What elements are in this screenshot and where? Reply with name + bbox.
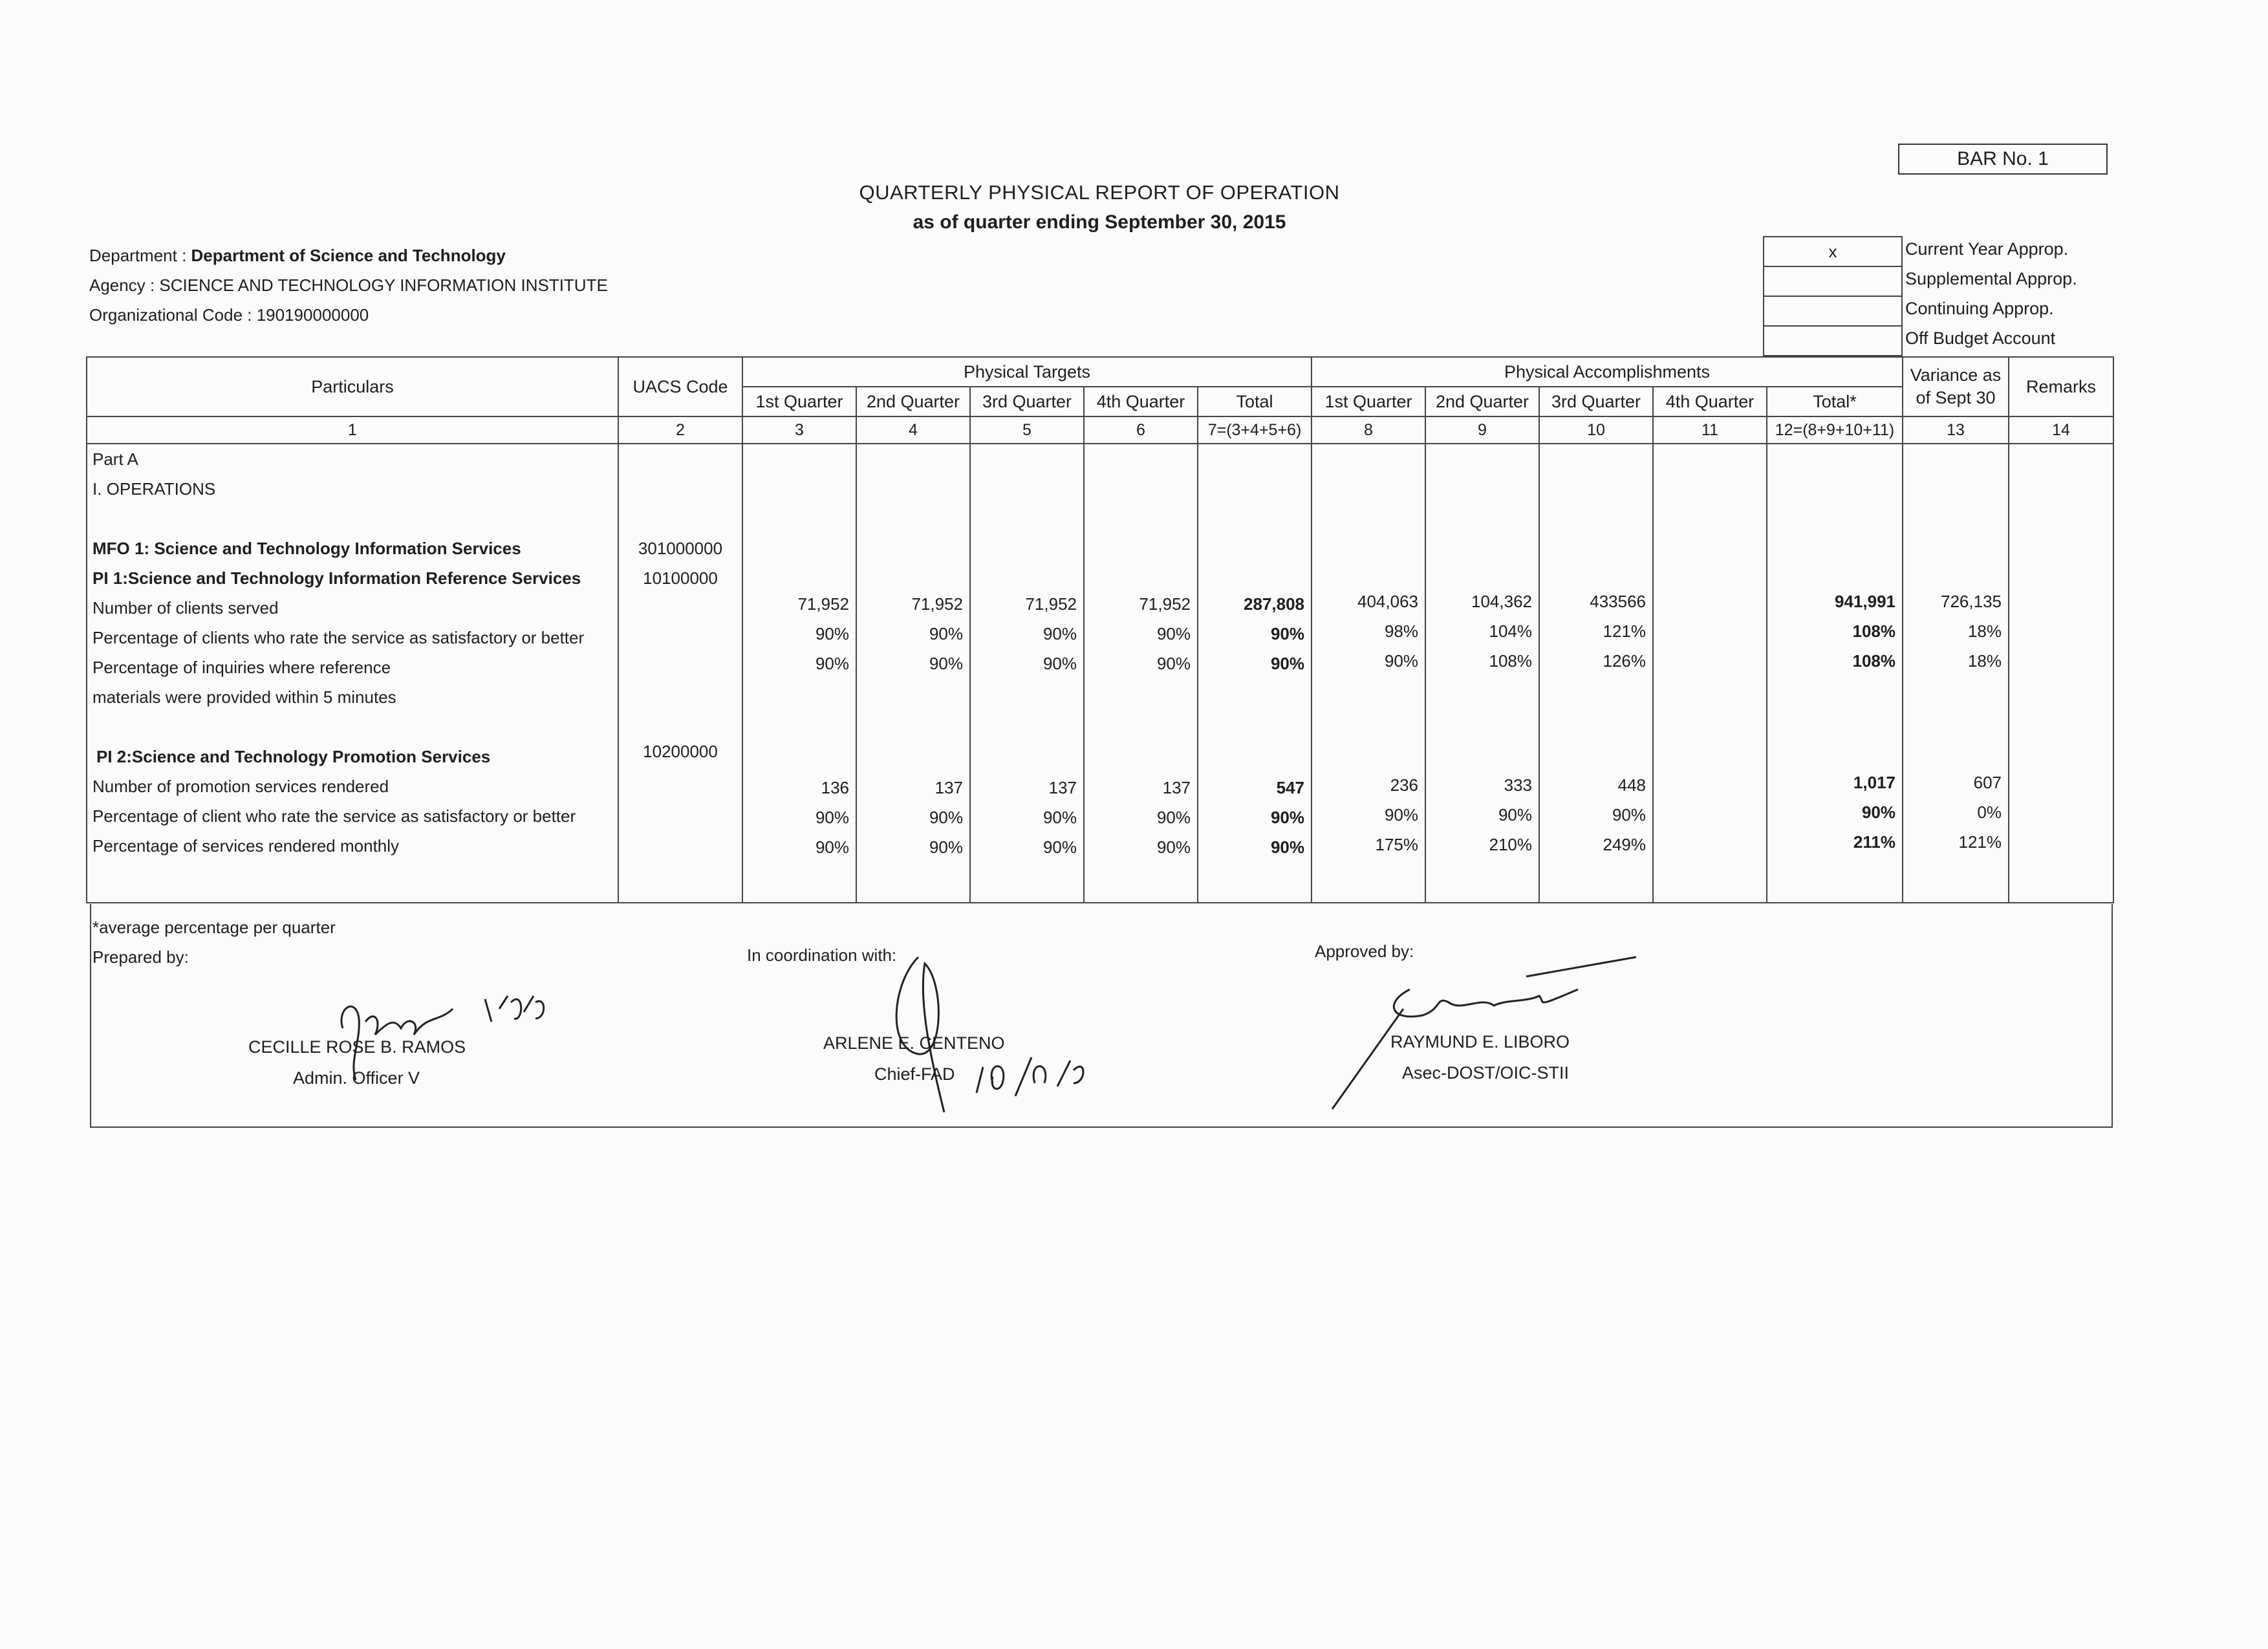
cell-value: 90%	[1270, 808, 1304, 827]
target-total-column	[1198, 444, 1312, 903]
accomp-q1-column	[1312, 444, 1425, 903]
bar-number-box: BAR No. 1	[1898, 144, 2108, 175]
col-number: 14	[2009, 416, 2113, 444]
header-accomp-q2: 2nd Quarter	[1425, 387, 1539, 416]
department-value: Department of Science and Technology	[191, 246, 506, 265]
cell-value: 90%	[929, 624, 963, 643]
col-number: 8	[1312, 416, 1425, 444]
target-q2-column	[856, 444, 970, 903]
coordination-label: In coordination with:	[747, 945, 897, 965]
col-number: 7=(3+4+5+6)	[1198, 416, 1312, 444]
cell-value: 108%	[1852, 651, 1895, 671]
header-uacs-code: UACS Code	[618, 357, 742, 416]
header-target-total: Total	[1198, 387, 1312, 416]
department-label: Department :	[89, 246, 191, 265]
header-target-q2: 2nd Quarter	[856, 387, 970, 416]
col-number: 4	[856, 416, 970, 444]
cell-value: 404,063	[1357, 592, 1418, 611]
org-code-line	[89, 305, 369, 325]
cell-value: 108%	[1852, 621, 1895, 641]
accomp-total-column	[1767, 444, 1903, 903]
approver-title: Asec-DOST/OIC-STII	[1402, 1063, 1570, 1083]
part-label: Part A	[92, 449, 138, 469]
header-physical-targets: Physical Targets	[742, 357, 1312, 387]
header-target-q4: 4th Quarter	[1084, 387, 1198, 416]
cell-value: 136	[821, 778, 849, 797]
agency-value: SCIENCE AND TECHNOLOGY INFORMATION INSTITUTE	[159, 275, 608, 295]
pi1-row-label: Number of clients served	[92, 598, 279, 618]
accomp-q2-column	[1425, 444, 1539, 903]
header-particulars: Particulars	[87, 357, 618, 416]
coordinator-signature	[880, 944, 1112, 1116]
approp-label-offbudget: Off Budget Account	[1905, 329, 2056, 348]
cell-value: 71,952	[797, 594, 849, 614]
cell-value: 90%	[815, 808, 849, 827]
cell-value: 90%	[1042, 837, 1077, 857]
section-label: I. OPERATIONS	[92, 479, 216, 499]
cell-value: 90%	[1270, 654, 1304, 673]
approp-label-current: Current Year Approp.	[1905, 239, 2069, 259]
pi1-row-label-cont: materials were provided within 5 minutes	[92, 687, 396, 707]
agency-label: Agency :	[89, 275, 160, 295]
cell-value: 90%	[1384, 651, 1418, 671]
approp-mark-supplemental	[1764, 267, 1901, 297]
cell-value: 433566	[1590, 592, 1646, 611]
pi1-row-label: Percentage of inquiries where reference	[92, 658, 391, 677]
remarks-column	[2009, 444, 2113, 903]
cell-value: 104,362	[1471, 592, 1532, 611]
cell-value: 108%	[1489, 651, 1532, 671]
header-physical-accomplishments: Physical Accomplishments	[1312, 357, 1903, 387]
col-number: 12=(8+9+10+11)	[1767, 416, 1903, 444]
cell-value: 90%	[815, 837, 849, 857]
cell-value: 71,952	[911, 594, 963, 614]
cell-value: 90%	[929, 654, 963, 673]
approp-label-continuing: Continuing Approp.	[1905, 299, 2054, 318]
approp-mark-continuing	[1764, 297, 1901, 327]
particulars-column	[87, 444, 618, 903]
cell-value: 0%	[1977, 803, 2002, 822]
cell-value: 175%	[1375, 835, 1418, 854]
cell-value: 90%	[1042, 624, 1077, 643]
approp-mark-current: x	[1764, 237, 1901, 267]
prepared-name: CECILLE ROSE B. RAMOS	[248, 1037, 466, 1057]
col-number: 2	[618, 416, 742, 444]
header-accomp-total: Total*	[1767, 387, 1903, 416]
cell-value: 90%	[815, 654, 849, 673]
pi2-label: PI 2:Science and Technology Promotion Services	[96, 747, 491, 766]
cell-value: 607	[1973, 773, 2002, 792]
prepared-by-label: Prepared by:	[92, 947, 189, 967]
cell-value: 90%	[1861, 803, 1895, 822]
cell-value: 210%	[1489, 835, 1532, 854]
agency-line	[89, 275, 608, 296]
cell-value: 137	[1162, 778, 1191, 797]
variance-column	[1903, 444, 2009, 903]
col-number: 9	[1425, 416, 1539, 444]
cell-value	[1656, 587, 1764, 616]
report-title: QUARTERLY PHYSICAL REPORT OF OPERATION	[859, 181, 1340, 204]
cell-value: 249%	[1603, 835, 1646, 854]
cell-value: 90%	[1156, 654, 1191, 673]
col-number: 6	[1084, 416, 1198, 444]
cell-value: 71,952	[1139, 594, 1191, 614]
uacs-column	[618, 444, 742, 903]
target-q1-column	[742, 444, 856, 903]
cell-value: 137	[1048, 778, 1077, 797]
cell-value: 121%	[1603, 621, 1646, 641]
coordinator-name: ARLENE E. CENTENO	[823, 1033, 1005, 1053]
header-remarks: Remarks	[2009, 357, 2113, 416]
cell-value: 90%	[929, 808, 963, 827]
average-note: *average percentage per quarter	[92, 918, 336, 937]
cell-value: 90%	[1270, 624, 1304, 643]
cell-value: 1,017	[1853, 773, 1895, 792]
cell-value: 90%	[1612, 805, 1646, 824]
prepared-title: Admin. Officer V	[293, 1068, 420, 1088]
report-subtitle: as of quarter ending September 30, 2015	[913, 211, 1286, 233]
approp-label-supplemental: Supplemental Approp.	[1905, 269, 2077, 288]
mfo-code: 301000000	[638, 539, 723, 558]
pi2-row-label: Percentage of services rendered monthly	[92, 836, 400, 856]
cell-value: 90%	[1498, 805, 1532, 824]
pi2-row-label: Percentage of client who rate the service as satisfactory or better	[92, 806, 576, 826]
cell-value	[1656, 770, 1764, 800]
cell-value: 90%	[1156, 837, 1191, 857]
pi2-code: 10200000	[643, 742, 718, 761]
header-target-q1: 1st Quarter	[742, 387, 856, 416]
header-accomp-q3: 3rd Quarter	[1539, 387, 1653, 416]
cell-value: 71,952	[1025, 594, 1077, 614]
pi1-code: 10100000	[643, 568, 718, 588]
pi2-row-label: Number of promotion services rendered	[92, 777, 389, 796]
cell-value: 941,991	[1835, 592, 1895, 611]
cell-value: 121%	[1958, 832, 2002, 852]
cell-value: 98%	[1384, 621, 1418, 641]
approver-name: RAYMUND E. LIBORO	[1390, 1032, 1570, 1051]
cell-value: 104%	[1489, 621, 1532, 641]
cell-value: 126%	[1603, 651, 1646, 671]
mfo-label: MFO 1: Science and Technology Information Services	[92, 539, 521, 558]
prepared-signature	[330, 983, 550, 1103]
col-number: 13	[1903, 416, 2009, 444]
cell-value: 90%	[1042, 808, 1077, 827]
header-accomp-q1: 1st Quarter	[1312, 387, 1425, 416]
target-q4-column	[1084, 444, 1198, 903]
cell-value: 18%	[1967, 651, 2002, 671]
approp-mark-offbudget	[1764, 327, 1901, 356]
col-number: 5	[970, 416, 1084, 444]
header-accomp-q4: 4th Quarter	[1653, 387, 1767, 416]
cell-value: 448	[1617, 775, 1646, 795]
cell-value: 287,808	[1244, 594, 1304, 614]
header-target-q3: 3rd Quarter	[970, 387, 1084, 416]
org-code-value: 190190000000	[256, 305, 369, 325]
header-variance: Variance as of Sept 30	[1903, 357, 2009, 416]
pi1-label: PI 1:Science and Technology Information Reference Services	[92, 568, 581, 588]
cell-value: 236	[1390, 775, 1418, 795]
cell-value: 90%	[1384, 805, 1418, 824]
cell-value: 333	[1504, 775, 1532, 795]
cell-value: 90%	[1156, 808, 1191, 827]
target-q3-column	[970, 444, 1084, 903]
approved-by-label: Approved by:	[1315, 942, 1414, 961]
pi1-row-label: Percentage of clients who rate the service as satisfactory or better	[92, 628, 585, 647]
col-number: 3	[742, 416, 856, 444]
cell-value: 90%	[815, 624, 849, 643]
cell-value: 90%	[1156, 624, 1191, 643]
coordinator-title: Chief-FAD	[874, 1064, 955, 1084]
accomp-q4-column	[1653, 444, 1767, 903]
appropriation-box	[1763, 236, 1903, 356]
col-number: 11	[1653, 416, 1767, 444]
department-line	[89, 246, 506, 266]
cell-value: 726,135	[1941, 592, 2002, 611]
col-number: 10	[1539, 416, 1653, 444]
cell-value: 547	[1276, 778, 1304, 797]
cell-value: 18%	[1967, 621, 2002, 641]
approver-signature	[1332, 964, 1656, 1116]
org-code-label: Organizational Code :	[89, 305, 257, 325]
cell-value: 90%	[929, 837, 963, 857]
col-number: 1	[87, 416, 618, 444]
cell-value: 90%	[1270, 837, 1304, 857]
accomp-q3-column	[1539, 444, 1653, 903]
cell-value: 90%	[1042, 654, 1077, 673]
cell-value: 137	[934, 778, 963, 797]
cell-value: 211%	[1853, 832, 1895, 852]
physical-report-table	[86, 356, 2114, 903]
